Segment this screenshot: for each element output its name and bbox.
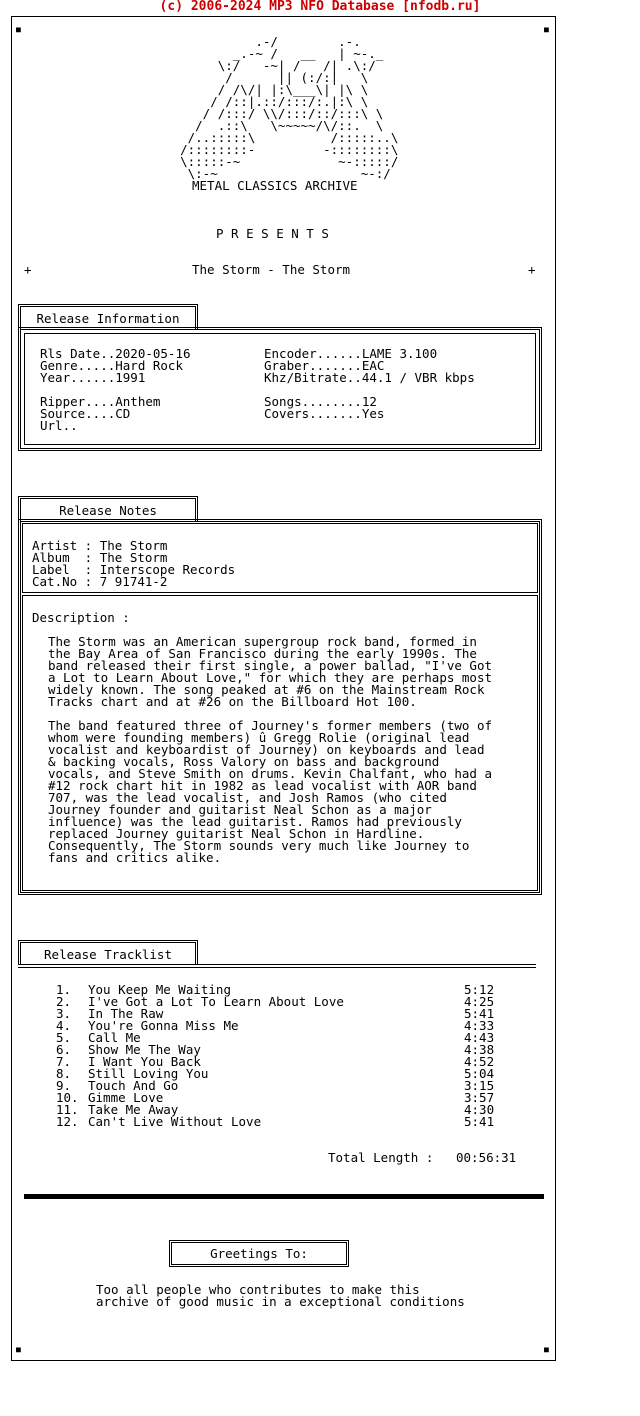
track-number: 10.	[56, 1090, 79, 1105]
track-number: 3.	[56, 1006, 72, 1021]
description-text: The Storm was an American supergroup rock band, formed in the Bay Area of San Francisco during the early 1990s. The band released their first single, a power ballad, "I've Got a Lot to Learn About Love," for which they are perhaps most widely known. The song peaked at #6 on the Mainstream Rock Tracks chart and at #26 on the Billboard Hot 100. The band featured three of Journey's former members (two of whom were founding members) û Gregg Rolie (original lead vocalist and keyboardist of Journey) on keyboards and lead & backing vocals, Ross Valory on bass and background vocals, and Steve Smith on drums. Kevin Chalfant, who had a #12 rock chart hit in 1982 as lead vocalist with AOR band 707, was the lead vocalist, and Josh Ramos (who cited Journey founder and guitarist Neal Schon as a major influence) was the lead guitarist. Ramos had previously replaced Journey guitarist Neal Schon in Hardline. Consequently, The Storm sounds very much like Journey to fans and critics alike.	[48, 634, 493, 865]
track-title: I've Got a Lot To Learn About Love	[88, 994, 344, 1009]
track-number: 11.	[56, 1102, 79, 1117]
track-title: Call Me	[88, 1030, 141, 1045]
track-duration: 5:12	[464, 982, 495, 997]
release-info-tab	[18, 304, 198, 329]
release-title: The Storm - The Storm	[192, 262, 351, 277]
track-number: 6.	[56, 1042, 72, 1057]
track-duration: 5:41	[464, 1006, 495, 1021]
release-notes-meta: Artist : The Storm Album : The Storm Label : Interscope Records Cat.No : 7 91741-2	[32, 538, 236, 589]
section-divider	[24, 1194, 544, 1199]
track-title: Still Loving You	[88, 1066, 209, 1081]
track-duration: 3:57	[464, 1090, 495, 1105]
tracklist-tab-label: Release Tracklist	[44, 947, 172, 962]
greetings-tab-label: Greetings To:	[210, 1246, 308, 1261]
greetings-text: Too all people who contributes to make this archive of good music in a exceptional conditions	[96, 1282, 465, 1309]
track-duration: 4:30	[464, 1102, 495, 1117]
tracklist-tab	[18, 940, 198, 965]
track-duration: 4:38	[464, 1042, 495, 1057]
corner-marker-bottom-left: ■	[16, 1345, 21, 1354]
track-title: You're Gonna Miss Me	[88, 1018, 239, 1033]
track-duration: 4:52	[464, 1054, 495, 1069]
release-info-tab-label: Release Information	[36, 311, 180, 326]
track-duration: 4:25	[464, 994, 495, 1009]
release-info-right: Encoder......LAME 3.100 Graber.......EAC Khz/Bitrate..44.1 / VBR kbps Songs........12 Covers.......Yes	[264, 346, 475, 421]
release-notes-tab-label: Release Notes	[59, 503, 157, 518]
corner-marker-top-right: ■	[544, 25, 549, 34]
track-duration: 5:41	[464, 1114, 495, 1129]
track-title: Touch And Go	[88, 1078, 179, 1093]
track-duration: 5:04	[464, 1066, 495, 1081]
total-length-label: Total Length :	[328, 1150, 434, 1165]
track-title: You Keep Me Waiting	[88, 982, 231, 997]
description-label: Description :	[32, 610, 130, 625]
track-number: 9.	[56, 1078, 72, 1093]
greetings-tab	[169, 1240, 349, 1267]
track-duration: 4:43	[464, 1030, 495, 1045]
track-number: 12.	[56, 1114, 79, 1129]
corner-marker-top-left: ■	[16, 25, 21, 34]
track-title: Show Me The Way	[88, 1042, 201, 1057]
plus-marker-right: +	[528, 262, 536, 277]
nfodb-credit: (c) 2006-2024 MP3 NFO Database [nfodb.ru]	[159, 0, 481, 14]
release-info-left: Rls Date..2020-05-16 Genre.....Hard Rock Year......1991 Ripper....Anthem Source....CD Url..	[40, 346, 191, 433]
corner-marker-bottom-right: ■	[544, 1345, 549, 1354]
tracklist-rule-2	[18, 967, 536, 968]
track-title: I Want You Back	[88, 1054, 201, 1069]
track-title: Can't Live Without Love	[88, 1114, 262, 1129]
tracklist-rule-1	[18, 964, 536, 965]
track-duration: 3:15	[464, 1078, 495, 1093]
logo-ascii-art: .-/ .-. _.-~ / __ | ~-._ \:/ -~| / /| .\:/ / || (:/:| \ / /\/| |:\___\| |\ \ / /::|.::/:::/:.|:\ \ / /:::/ \\/:::/::/:::\ \ / .::\ \~~~~~/\/::. \ /..:::::\ /:::::..\ /::::::::- -::::::::\ \:::::-~ ~-:::::/ \:-~ ~-:/	[180, 34, 399, 181]
track-number: 5.	[56, 1030, 72, 1045]
track-number: 4.	[56, 1018, 72, 1033]
release-notes-tab	[18, 496, 198, 521]
track-title: In The Raw	[88, 1006, 164, 1021]
track-number: 1.	[56, 982, 72, 997]
track-title: Take Me Away	[88, 1102, 179, 1117]
plus-marker-left: +	[24, 262, 32, 277]
presents-heading: P R E S E N T S	[216, 226, 329, 241]
track-number: 8.	[56, 1066, 72, 1081]
track-number: 2.	[56, 994, 72, 1009]
track-duration: 4:33	[464, 1018, 495, 1033]
track-number: 7.	[56, 1054, 72, 1069]
total-length-value: 00:56:31	[456, 1150, 517, 1165]
logo-caption: METAL CLASSICS ARCHIVE	[192, 178, 358, 193]
track-title: Gimme Love	[88, 1090, 164, 1105]
track-row	[0, 1116, 640, 1128]
